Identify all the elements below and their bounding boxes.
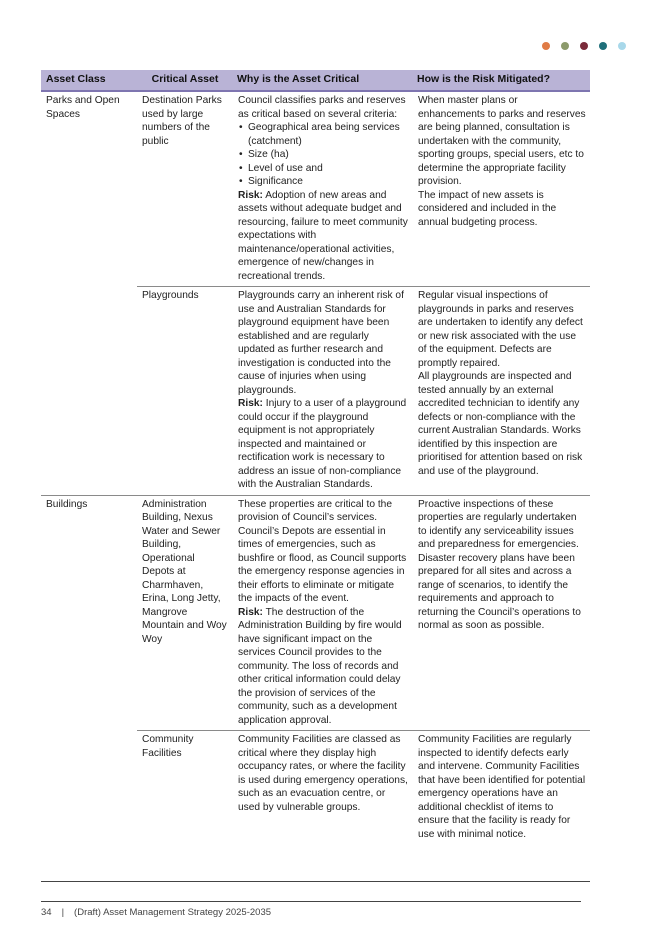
why-critical-cell (232, 495, 412, 731)
table-row (41, 91, 590, 287)
header-asset-class: Asset Class (41, 70, 137, 91)
mitigation-paragraph: Proactive inspections of these properties are regularly undertaken to identify any serviceability issues and preparedness for emergencies. (418, 498, 579, 550)
mitigation-paragraph: Regular visual inspections of playgrounds in parks and reserves are undertaken to identify any defect or new risk associated with the use of the equipment. Defects are promptly repaired. (418, 290, 583, 369)
risk-text: Injury to a user of a playground could occur if the playground equipment is not appropriately inspected and maintained or rectification work is necessary to address an issue of non-compliance with the Australian Standards. (238, 398, 407, 490)
why-critical-cell (232, 731, 412, 845)
mitigation-cell (412, 731, 590, 845)
decor-dot (542, 42, 550, 50)
table-row (41, 495, 590, 731)
header-why-critical: Why is the Asset Critical (232, 70, 412, 91)
why-intro: These properties are critical to the provision of Council’s services. Council’s Depots are essential in times of emergencies, such as bushfire or flood, as Council supports the emergency response agencies in their efforts to eliminate or mitigate the impacts of the event. (238, 498, 407, 604)
critical-assets-table (41, 70, 590, 844)
asset-class-cell: Parks and Open Spaces (46, 95, 120, 120)
why-critical-cell (232, 287, 412, 496)
decor-dot (599, 42, 607, 50)
criteria-item: • Geographical area being services (catchment) (248, 121, 408, 148)
decor-dot (618, 42, 626, 50)
table-row (41, 287, 590, 496)
risk-label: Risk: (238, 189, 263, 201)
why-critical-cell (232, 91, 412, 287)
asset-class-cell (41, 287, 137, 496)
mitigation-paragraph: All playgrounds are inspected and tested annually by an external accredited technician to identify any defects or non-compliance with the current Australian Standards. Works identified by this inspection are prioritised for attention based on risk and use of the playground. (418, 371, 583, 477)
table-header-row (41, 70, 590, 91)
footer-divider (41, 901, 581, 902)
why-intro: Council classifies parks and reserves as critical based on several criteria: (238, 95, 406, 120)
footer-divider (41, 881, 590, 882)
mitigation-cell (412, 495, 590, 731)
criteria-item: • Significance (248, 175, 408, 189)
mitigation-paragraph: Community Facilities are regularly inspected to identify defects early and intervene. Community Facilities that have been identified for potential emergency operations have an additional checklist of items to ensure that the facility is ready for use with minimal notice. (418, 734, 586, 840)
critical-asset-cell: Destination Parks used by large numbers of the public (142, 95, 222, 147)
header-critical-asset: Critical Asset (137, 70, 232, 91)
risk-label: Risk: (238, 398, 263, 409)
table-row (41, 731, 590, 845)
page-number: 34 (41, 907, 52, 918)
decor-dot (561, 42, 569, 50)
mitigation-paragraph: When master plans or enhancements to parks and reserves are being planned, consultation is undertaken with the community, sporting groups, special users, etc to determine the appropriate facility provision. (418, 95, 586, 187)
mitigation-cell (412, 91, 590, 287)
decorative-dots (542, 42, 626, 50)
risk-statement (238, 397, 408, 492)
why-intro: Community Facilities are classed as critical where they display high occupancy rates, or where the facility is used during emergency operations, such as an evacuation centre, or used by vulnerable groups. (238, 734, 408, 813)
footer-separator: | (61, 907, 65, 918)
asset-class-cell (41, 731, 137, 845)
asset-class-cell: Buildings (41, 495, 137, 731)
mitigation-paragraph: The impact of new assets is considered and included in the annual budgeting process. (418, 189, 557, 228)
critical-asset-cell: Playgrounds (137, 287, 232, 496)
mitigation-paragraph: Disaster recovery plans have been prepared for all sites and across a range of scenarios, to identify the requirements and approach to returning the Council’s operations to normal as soon as possible. (418, 552, 581, 631)
criteria-item: • Size (ha) (248, 148, 408, 162)
critical-asset-cell: Administration Building, Nexus Water and Sewer Building, Operational Depots at Charmhaven, Erina, Long Jetty, Mangrove Mountain and Woy Woy (137, 495, 232, 731)
risk-statement (238, 189, 408, 284)
criteria-item: • Level of use and (248, 162, 408, 176)
document-title: (Draft) Asset Management Strategy 2025-2035 (74, 907, 272, 918)
header-risk-mitigated: How is the Risk Mitigated? (412, 70, 590, 91)
risk-text: Adoption of new areas and assets without adequate budget and resourcing, failure to meet community expectations with maintenance/operational activities, emergence of new/changes in recreational trends. (238, 189, 408, 282)
risk-text: The destruction of the Administration Building by fire would have significant impact on the services Council provides to the community. The loss of records and other critical information could delay the provision of services of the community, such as a development application approval. (238, 606, 402, 726)
mitigation-cell (412, 287, 590, 496)
risk-statement (238, 606, 408, 728)
risk-label: Risk: (238, 606, 263, 618)
critical-asset-cell: Community Facilities (137, 731, 232, 845)
decor-dot (580, 42, 588, 50)
page-footer (41, 907, 271, 918)
criteria-list (238, 121, 408, 189)
why-intro: Playgrounds carry an inherent risk of use and Australian Standards for playground equipment have been established and are regularly updated as further research and investigation is conducted into the cause of injuries when using playgrounds. (238, 290, 404, 396)
